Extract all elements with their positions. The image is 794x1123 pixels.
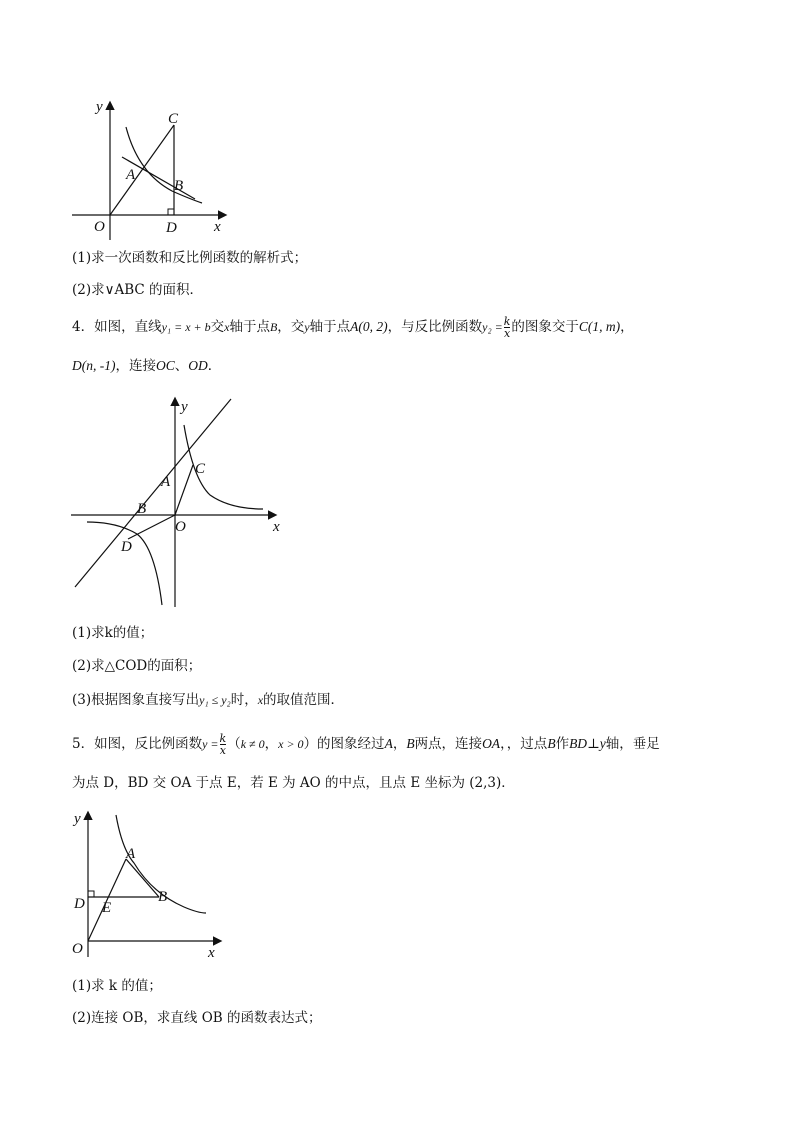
point-a-coord: A(0, 2) bbox=[350, 319, 388, 334]
q5-text: 轴，垂足 bbox=[605, 736, 660, 752]
q4-part3-text: (3)根据图象直接写出 bbox=[72, 692, 200, 708]
label-d: D bbox=[74, 896, 85, 912]
label-d: D bbox=[121, 539, 132, 555]
label-a: A bbox=[161, 474, 171, 490]
q4-text: 、 bbox=[174, 358, 189, 374]
frac-num: k bbox=[219, 732, 227, 745]
label-b: B bbox=[158, 889, 168, 905]
q5-line2: 为点 D，BD 交 OA 于点 E，若 E 为 AO 的中点，且点 E 坐标为 (2,3)． bbox=[72, 775, 515, 791]
label-y: y bbox=[181, 399, 188, 415]
q5-var: OA bbox=[482, 736, 501, 751]
q5-cond: x > 0 bbox=[278, 737, 304, 751]
q4-var: B bbox=[269, 320, 278, 334]
q5-eq: y = bbox=[202, 737, 219, 751]
label-e: E bbox=[102, 900, 112, 916]
label-a: A bbox=[126, 167, 136, 183]
segment-od bbox=[128, 515, 175, 539]
label-o: O bbox=[175, 519, 186, 535]
hyperbola-branch-q3 bbox=[87, 522, 162, 605]
right-angle-mark bbox=[168, 209, 174, 215]
q4-part3-text: 时， bbox=[230, 692, 258, 708]
q4-var: OD bbox=[188, 358, 208, 373]
q5-var: B bbox=[547, 736, 556, 751]
q5-text: ， bbox=[264, 736, 279, 752]
q4-text: 的图象交于 bbox=[511, 319, 579, 335]
q5-var: BD bbox=[569, 736, 588, 751]
q4-text: 轴于点 bbox=[309, 319, 351, 335]
point-d-coord: D(n, -1) bbox=[72, 358, 116, 373]
q5-text: ⊥ bbox=[587, 736, 600, 752]
q4-part1: (1)求k的值； bbox=[72, 625, 154, 641]
q5-var: B bbox=[406, 736, 415, 751]
label-x: x bbox=[214, 219, 221, 235]
q5-var: y bbox=[599, 736, 606, 751]
q4-var: OC bbox=[156, 358, 175, 373]
label-b: B bbox=[174, 178, 184, 194]
q5-text: 作 bbox=[555, 736, 570, 752]
label-d: D bbox=[166, 220, 177, 236]
q5-var: A bbox=[384, 736, 393, 751]
q3-part1: (1)求一次函数和反比例函数的解析式； bbox=[72, 250, 308, 266]
q4-var: x bbox=[224, 320, 230, 334]
q4-part3-text: 的取值范围． bbox=[263, 692, 345, 708]
q5-text: ，，过点 bbox=[500, 736, 548, 752]
right-angle-mark bbox=[88, 891, 94, 897]
q5-part1: (1)求 k 的值； bbox=[72, 978, 162, 994]
figure-triangle-abc bbox=[60, 95, 240, 245]
label-c: C bbox=[195, 461, 206, 477]
q4-eq1: y₁ = x + b bbox=[161, 320, 211, 334]
q5-text: 两点，连接 bbox=[414, 736, 483, 752]
q3-part2: (2)求∨ABC 的面积． bbox=[72, 282, 204, 298]
q4-part2: (2)求△COD的面积； bbox=[72, 658, 202, 674]
q4-text: ，交 bbox=[277, 319, 305, 335]
segment-ab bbox=[126, 859, 159, 897]
fraction-k-over-x bbox=[220, 733, 227, 756]
label-c: C bbox=[168, 111, 179, 127]
q4-part3 bbox=[72, 691, 344, 709]
q5-line1 bbox=[72, 733, 660, 756]
q5-cond: k ≠ 0 bbox=[240, 737, 265, 751]
line-oc bbox=[110, 125, 174, 215]
label-o: O bbox=[72, 941, 83, 957]
q4-line2 bbox=[72, 357, 221, 375]
label-x: x bbox=[273, 519, 280, 535]
frac-den: x bbox=[503, 327, 511, 340]
q4-line1 bbox=[72, 316, 634, 339]
q4-var: y bbox=[304, 320, 310, 334]
q5-text: 5．如图，反比例函数 bbox=[72, 736, 203, 752]
point-c-coord: C(1, m) bbox=[578, 319, 621, 334]
label-o: O bbox=[94, 219, 105, 235]
q5-text: （ bbox=[227, 736, 241, 752]
q4-text: 交 bbox=[210, 319, 225, 335]
label-b: B bbox=[137, 501, 147, 517]
q5-text: ）的图象经过 bbox=[303, 736, 385, 752]
fraction-k-over-x bbox=[504, 316, 511, 339]
figure-hyperbola-cod bbox=[65, 393, 295, 611]
inequality: y₁ ≤ y₂ bbox=[199, 693, 231, 707]
label-x: x bbox=[208, 945, 215, 961]
segment-oc bbox=[175, 465, 193, 515]
q4-var: x bbox=[257, 693, 264, 707]
figure-abde bbox=[64, 807, 234, 965]
label-y: y bbox=[74, 811, 81, 827]
q4-eq2: y₂ = bbox=[482, 320, 503, 334]
frac-num: k bbox=[503, 315, 511, 328]
label-a: A bbox=[126, 846, 136, 862]
q4-text: 4．如图，直线 bbox=[72, 319, 162, 335]
q4-text: ，与反比例函数 bbox=[387, 319, 483, 335]
label-y: y bbox=[96, 99, 103, 115]
q4-text: 轴于点 bbox=[229, 319, 270, 335]
q5-part2: (2)连接 OB，求直线 OB 的函数表达式； bbox=[72, 1010, 322, 1026]
q4-text: ， bbox=[620, 319, 634, 335]
frac-den: x bbox=[219, 744, 226, 757]
q5-text: ， bbox=[392, 736, 407, 752]
q4-text: ． bbox=[207, 358, 222, 374]
q4-text: ，连接 bbox=[115, 358, 156, 374]
